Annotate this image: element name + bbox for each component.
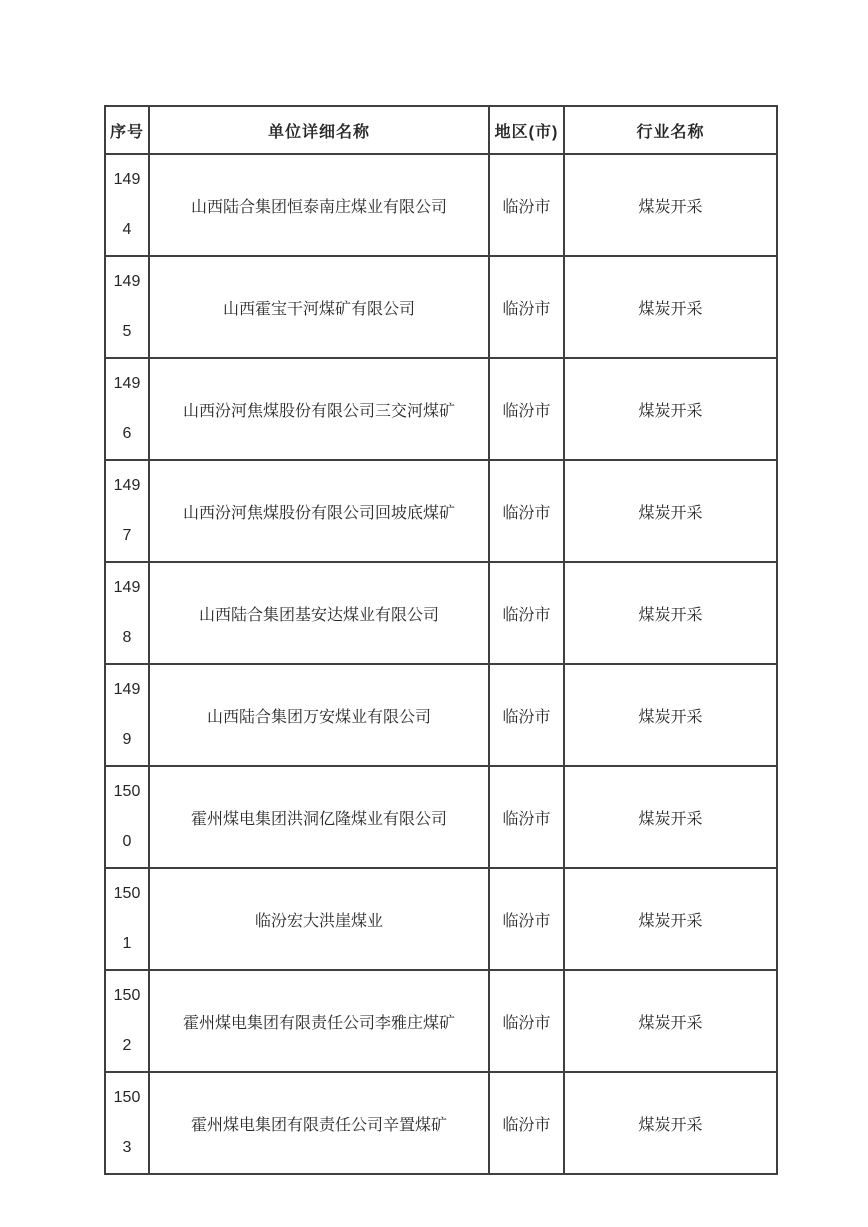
unit-name-cell: 临汾宏大洪崖煤业 [149,868,489,970]
table-row [105,460,777,562]
serial-cell [105,460,149,562]
unit-name-cell: 山西汾河焦煤股份有限公司回坡底煤矿 [149,460,489,562]
serial-line-1: 149 [113,681,141,698]
serial-cell [105,358,149,460]
unit-name-cell: 山西霍宝干河煤矿有限公司 [149,256,489,358]
company-table [104,105,778,1175]
serial-line-1: 149 [113,477,141,494]
serial-line-2: 6 [122,425,132,442]
serial-cell [105,664,149,766]
region-cell: 临汾市 [489,970,564,1072]
col-header-unit-name: 单位详细名称 [149,106,489,154]
serial-line-1: 150 [113,987,141,1004]
table-row [105,868,777,970]
table-row [105,664,777,766]
table-row [105,562,777,664]
col-header-serial: 序号 [105,106,149,154]
serial-cell [105,256,149,358]
serial-cell [105,766,149,868]
unit-name-cell: 山西陆合集团基安达煤业有限公司 [149,562,489,664]
industry-cell: 煤炭开采 [564,256,777,358]
serial-cell [105,970,149,1072]
serial-line-2: 0 [122,833,132,850]
serial-line-1: 150 [113,783,141,800]
industry-cell: 煤炭开采 [564,766,777,868]
industry-cell: 煤炭开采 [564,970,777,1072]
table-row [105,970,777,1072]
region-cell: 临汾市 [489,766,564,868]
table-body [105,154,777,1174]
serial-line-1: 150 [113,885,141,902]
serial-line-1: 150 [113,1089,141,1106]
region-cell: 临汾市 [489,154,564,256]
serial-cell [105,1072,149,1174]
serial-line-2: 2 [122,1037,132,1054]
table-row [105,256,777,358]
unit-name-cell: 山西汾河焦煤股份有限公司三交河煤矿 [149,358,489,460]
serial-line-2: 8 [122,629,132,646]
serial-line-1: 149 [113,579,141,596]
region-cell: 临汾市 [489,562,564,664]
industry-cell: 煤炭开采 [564,562,777,664]
serial-cell [105,868,149,970]
serial-line-2: 1 [122,935,132,952]
table-header-row [105,106,777,154]
serial-line-1: 149 [113,171,141,188]
region-cell: 临汾市 [489,1072,564,1174]
serial-line-2: 7 [122,527,132,544]
industry-cell: 煤炭开采 [564,154,777,256]
industry-cell: 煤炭开采 [564,664,777,766]
serial-cell [105,154,149,256]
col-header-region: 地区(市) [489,106,564,154]
industry-cell: 煤炭开采 [564,1072,777,1174]
region-cell: 临汾市 [489,664,564,766]
region-cell: 临汾市 [489,358,564,460]
region-cell: 临汾市 [489,460,564,562]
serial-line-2: 9 [122,731,132,748]
serial-line-2: 4 [122,221,132,238]
industry-cell: 煤炭开采 [564,358,777,460]
table-row [105,1072,777,1174]
table-row [105,766,777,868]
region-cell: 临汾市 [489,868,564,970]
header-row [105,106,777,154]
industry-cell: 煤炭开采 [564,460,777,562]
industry-cell: 煤炭开采 [564,868,777,970]
serial-line-1: 149 [113,273,141,290]
unit-name-cell: 霍州煤电集团有限责任公司李雅庄煤矿 [149,970,489,1072]
unit-name-cell: 霍州煤电集团有限责任公司辛置煤矿 [149,1072,489,1174]
unit-name-cell: 山西陆合集团恒泰南庄煤业有限公司 [149,154,489,256]
table-row [105,358,777,460]
region-cell: 临汾市 [489,256,564,358]
serial-line-2: 3 [122,1139,132,1156]
col-header-industry: 行业名称 [564,106,777,154]
serial-cell [105,562,149,664]
serial-line-1: 149 [113,375,141,392]
serial-line-2: 5 [122,323,132,340]
unit-name-cell: 山西陆合集团万安煤业有限公司 [149,664,489,766]
unit-name-cell: 霍州煤电集团洪洞亿隆煤业有限公司 [149,766,489,868]
table-row [105,154,777,256]
